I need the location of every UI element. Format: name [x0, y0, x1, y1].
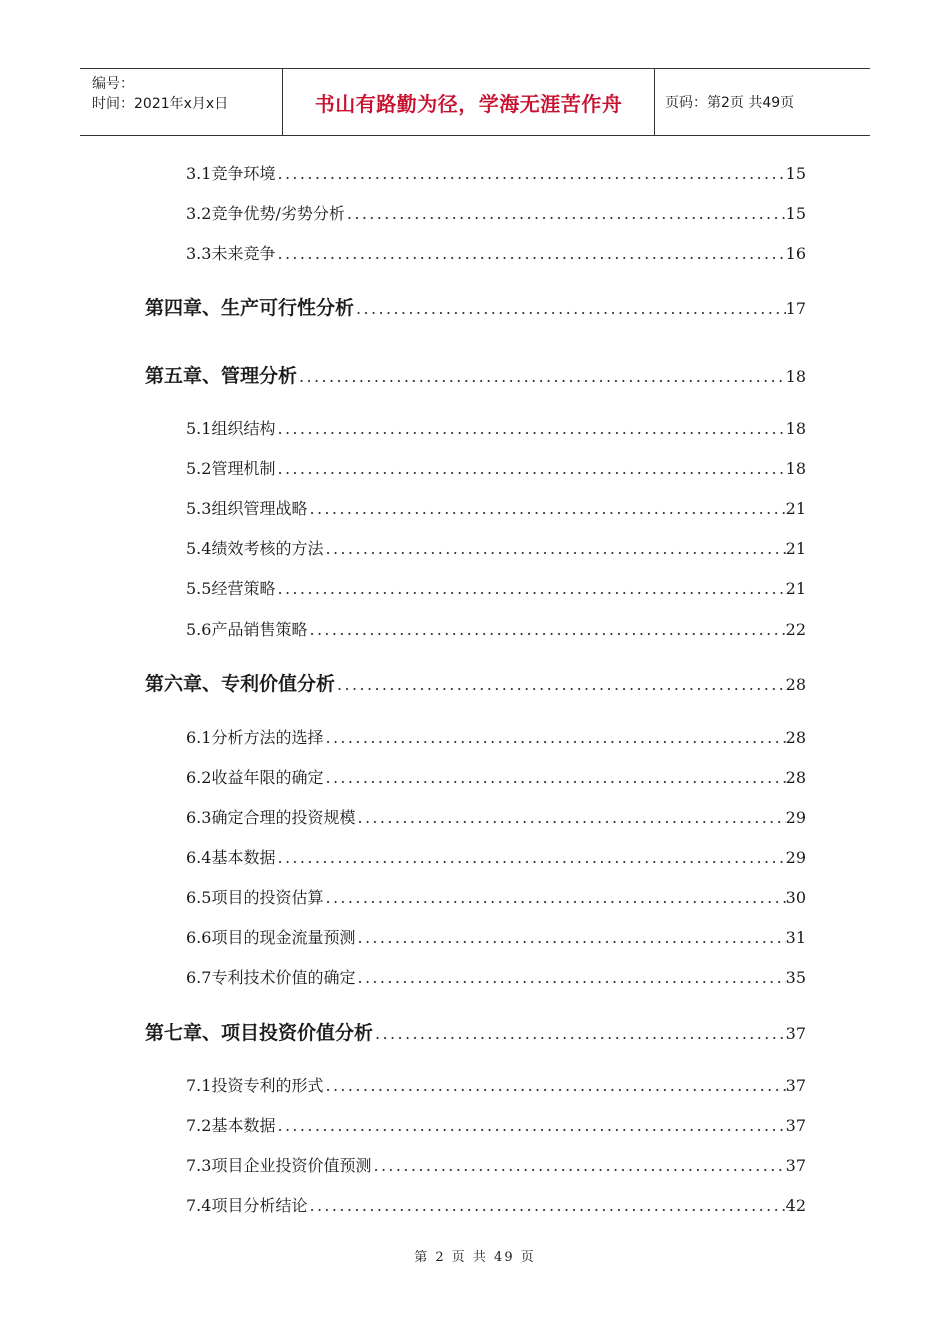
toc-entry-page: 37 — [785, 1116, 806, 1135]
header-code-label: 编号： — [92, 76, 134, 92]
toc-entry[interactable] — [186, 725, 806, 748]
toc-chapter-title: 第六章、专利价值分析 — [145, 673, 336, 695]
toc-entry[interactable] — [186, 885, 806, 908]
toc-leader-dots — [275, 848, 785, 867]
header-meta — [80, 69, 283, 135]
toc-leader-dots — [275, 1116, 785, 1135]
toc-entry[interactable] — [186, 456, 806, 479]
toc-entry-page: 31 — [785, 928, 806, 947]
toc-entry-title: 6.5项目的投资估算 — [186, 888, 324, 907]
toc-entry-page: 28 — [785, 675, 806, 694]
toc-entry[interactable] — [186, 1153, 806, 1176]
toc-entry-title: 7.3项目企业投资价值预测 — [186, 1156, 372, 1175]
toc-entry-page: 21 — [785, 499, 806, 518]
toc-entry-title: 5.2管理机制 — [186, 459, 276, 478]
toc-entry[interactable] — [186, 765, 806, 788]
toc-leader-dots — [297, 367, 786, 386]
toc-entry-page: 17 — [785, 299, 806, 318]
toc-entry-title: 5.5经营策略 — [186, 579, 276, 598]
page-header — [80, 68, 870, 136]
toc-leader-dots — [275, 164, 785, 183]
toc-entry[interactable] — [186, 201, 806, 224]
toc-leader-dots — [371, 1156, 785, 1175]
toc-entry[interactable] — [186, 805, 806, 828]
toc-entry[interactable] — [186, 925, 806, 948]
toc-leader-dots — [354, 299, 786, 318]
toc-chapter-entry[interactable] — [145, 293, 806, 320]
toc-entry-page: 37 — [785, 1024, 806, 1043]
toc-entry-title: 6.7专利技术价值的确定 — [186, 968, 356, 987]
toc-entry-page: 29 — [785, 808, 806, 827]
toc-entry-title: 5.1组织结构 — [186, 419, 276, 438]
toc-entry-title: 7.1投资专利的形式 — [186, 1076, 324, 1095]
page-footer: 第 2 页 共 49 页 — [414, 1250, 536, 1265]
header-page-info: 页码：第2页 共49页 — [665, 95, 795, 111]
toc-leader-dots — [275, 244, 785, 263]
toc-leader-dots — [307, 1196, 785, 1215]
toc-leader-dots — [355, 928, 785, 947]
toc-entry[interactable] — [186, 845, 806, 868]
toc-entry-page: 18 — [785, 459, 806, 478]
toc-entry[interactable] — [186, 416, 806, 439]
toc-entry-title: 6.6项目的现金流量预测 — [186, 928, 356, 947]
toc-entry-title: 3.2竞争优势/劣势分析 — [186, 204, 345, 223]
toc-entry-title: 5.6产品销售策略 — [186, 620, 308, 639]
toc-entry-page: 21 — [785, 539, 806, 558]
toc-entry-page: 37 — [785, 1076, 806, 1095]
toc-entry[interactable] — [186, 496, 806, 519]
toc-entry-page: 22 — [785, 620, 806, 639]
toc-leader-dots — [323, 1076, 785, 1095]
toc-entry-title: 6.4基本数据 — [186, 848, 276, 867]
toc-entry[interactable] — [186, 617, 806, 640]
toc-entry-page: 37 — [785, 1156, 806, 1175]
toc-entry-page: 16 — [785, 244, 806, 263]
toc-entry-title: 5.3组织管理战略 — [186, 499, 308, 518]
toc-leader-dots — [335, 675, 786, 694]
toc-entry-title: 3.3未来竞争 — [186, 244, 276, 263]
toc-chapter-entry[interactable] — [145, 1018, 806, 1045]
toc-entry-page: 35 — [785, 968, 806, 987]
toc-entry-title: 7.2基本数据 — [186, 1116, 276, 1135]
toc-chapter-entry[interactable] — [145, 669, 806, 696]
toc-chapter-title: 第四章、生产可行性分析 — [145, 297, 355, 319]
toc-entry[interactable] — [186, 576, 806, 599]
toc-entry-page: 42 — [785, 1196, 806, 1215]
toc-entry[interactable] — [186, 1073, 806, 1096]
header-motto: 书山有路勤为径，学海无涯苦作舟 — [283, 69, 655, 135]
toc-leader-dots — [355, 968, 785, 987]
toc-entry-title: 6.3确定合理的投资规模 — [186, 808, 356, 827]
header-time-label: 时间：2021年x月x日 — [92, 96, 229, 112]
toc-entry-title: 6.2收益年限的确定 — [186, 768, 324, 787]
toc-leader-dots — [323, 728, 785, 747]
toc-entry-title: 6.1分析方法的选择 — [186, 728, 324, 747]
toc-entry-page: 15 — [785, 164, 806, 183]
toc-leader-dots — [275, 459, 785, 478]
toc-entry-title: 7.4项目分析结论 — [186, 1196, 308, 1215]
toc-leader-dots — [307, 499, 785, 518]
toc-entry[interactable] — [186, 241, 806, 264]
toc-entry-page: 28 — [785, 728, 806, 747]
toc-entry[interactable] — [186, 965, 806, 988]
toc-leader-dots — [345, 204, 786, 223]
toc-entry-title: 5.4绩效考核的方法 — [186, 539, 324, 558]
toc-leader-dots — [323, 768, 785, 787]
toc-entry-title: 3.1竞争环境 — [186, 164, 276, 183]
toc-leader-dots — [323, 539, 785, 558]
toc-leader-dots — [373, 1024, 786, 1043]
toc-entry[interactable] — [186, 161, 806, 184]
toc-chapter-title: 第七章、项目投资价值分析 — [145, 1022, 374, 1044]
toc-entry-page: 15 — [785, 204, 806, 223]
toc-leader-dots — [355, 808, 785, 827]
toc-leader-dots — [275, 419, 785, 438]
toc-chapter-entry[interactable] — [145, 361, 806, 388]
toc-entry-page: 30 — [785, 888, 806, 907]
toc-leader-dots — [275, 579, 785, 598]
toc-entry-page: 29 — [785, 848, 806, 867]
toc-leader-dots — [323, 888, 785, 907]
toc-entry-page: 28 — [785, 768, 806, 787]
toc-entry[interactable] — [186, 1113, 806, 1136]
toc-entry-page: 18 — [785, 367, 806, 386]
toc-entry-page: 21 — [785, 579, 806, 598]
toc-entry[interactable] — [186, 1193, 806, 1216]
toc-chapter-title: 第五章、管理分析 — [145, 365, 298, 387]
toc-leader-dots — [307, 620, 785, 639]
toc-entry-page: 18 — [785, 419, 806, 438]
toc-entry[interactable] — [186, 536, 806, 559]
